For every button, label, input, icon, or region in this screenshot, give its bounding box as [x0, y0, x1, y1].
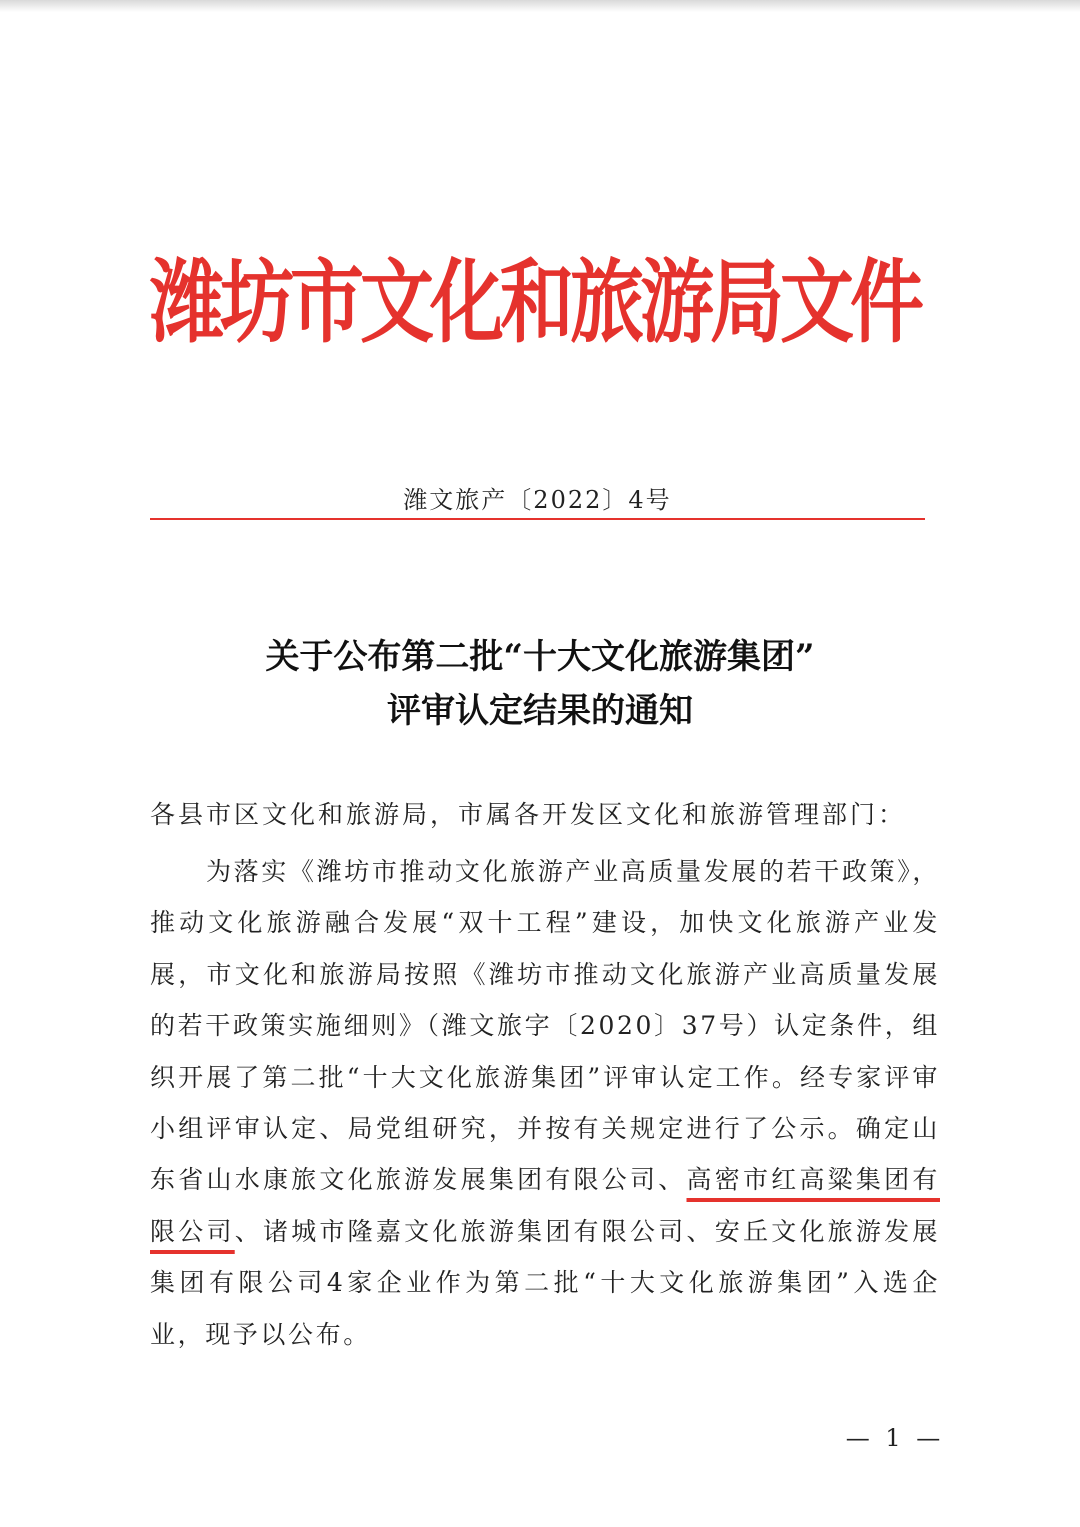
highlighted-company: 高密市红高粱集团有限公司 — [150, 1165, 940, 1246]
notice-title-line-2: 评审认定结果的通知 — [387, 691, 693, 731]
notice-title — [150, 630, 930, 738]
body-text-before-highlight: 为落实《潍坊市推动文化旅游产业高质量发展的若干政策》，推动文化旅游融合发展“双十工程”建设，加快文化旅游产业发展，市文化和旅游局按照《潍坊市推动文化旅游产业高质量发展的若干政策实施细则》（潍文旅字〔2020〕37号）认定条件，组织开展了第二批“十大文化旅游集团”评审认定工作。经专家评审小组评审认定、局党组研究，并按有关规定进行了公示。确定山东省山水康旅文化旅游发展集团有限公司、 — [150, 857, 940, 1195]
notice-title-line-1: 关于公布第二批“十大文化旅游集团” — [265, 637, 815, 677]
top-shadow — [0, 0, 1080, 12]
body-text-after-highlight: 、诸城市隆嘉文化旅游集团有限公司、安丘文化旅游发展集团有限公司4家企业作为第二批“十大文化旅游集团”入选企业，现予以公布。 — [150, 1216, 940, 1349]
red-divider-line — [150, 518, 925, 520]
document-number: 潍文旅产〔2022〕4号 — [403, 486, 672, 514]
page-number: — 1 — — [845, 1424, 945, 1452]
salutation: 各县市区文化和旅游局，市属各开发区文化和旅游管理部门： — [150, 800, 907, 829]
body-paragraph — [150, 846, 940, 1360]
document-header-title: 潍坊市文化和旅游局文件 — [150, 250, 920, 356]
